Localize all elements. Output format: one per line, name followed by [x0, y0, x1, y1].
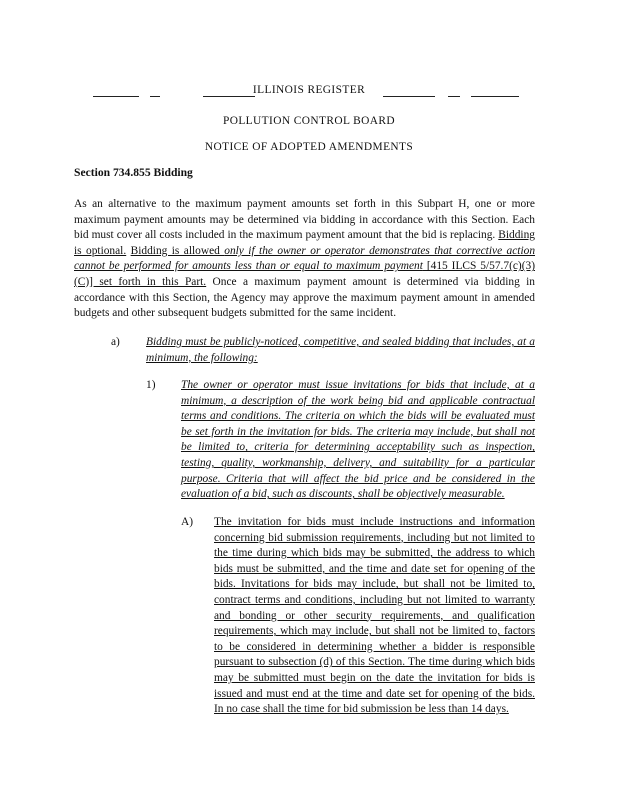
subsection-a1-body: The owner or operator must issue invitations for bids that include, at a minimum, a description of the work being bid and applicable contractual terms and conditions. The criteria on which the bids will be evaluated must be set forth in the invitation for bids. The criteria may include, but shall not be limited to, criteria for determining acceptability such as inspection, testing, quality, workmanship, delivery, and suitability for a particular purpose. Criteria that will affect the bid price and be considered in the evaluation of a bid, such as discounts, shall be objectively measurable. — [181, 379, 535, 501]
subsection-a1-label: 1) — [146, 379, 156, 391]
intro-allowed: Bidding is allowed — [130, 244, 225, 257]
subsection-a-text — [146, 335, 535, 366]
subsection-a1A-label: A) — [181, 516, 194, 528]
register-title: ILLINOIS REGISTER — [252, 84, 366, 96]
intro-paragraph — [74, 197, 535, 322]
subsection-a1A-body: The invitation for bids must include instructions and information concerning bid submission requirements, including but not limited to the time during which bids may be submitted, the address to which bids must be submitted, and the time and date set for opening of the bids. Invitations for bids may include, but shall not be limited to, contract terms and conditions, including but not limited to warranty and bonding or other security requirements, and qualification requirements, which may include, but shall not be limited to, factors to be considered in determining whether a bidder is responsible pursuant to subsection (d) of this Section. The time during which bids may be submitted must begin on the date the invitation for bids is issued and must end at the time and date set for opening of the bids. In no case shall the time for bid submission be less than 14 days. — [214, 516, 535, 716]
section-title: Section 734.855 Bidding — [74, 166, 193, 179]
notice-title: NOTICE OF ADOPTED AMENDMENTS — [204, 141, 414, 153]
intro-text-2: Once a maximum payment amount is determined via bidding in accordance with this Section, the Agency may approve the maximum payment amount in amended budgets and other subsequent budgets submitted for the same incident. — [74, 275, 536, 320]
subsection-a1-text — [181, 378, 535, 503]
subsection-a-body: Bidding must be publicly-noticed, competitive, and sealed bidding that includes, at a minimum, the following: — [146, 336, 535, 364]
subsection-a-label: a) — [111, 336, 120, 348]
subsection-a1A-text — [214, 515, 535, 718]
intro-statute-text: only if the owner or operator demonstrates that corrective action cannot be performed for amounts less than or equal to maximum payment — [74, 244, 536, 273]
intro-citation: [415 ILCS 5/57.7(c)(3)(C)] set forth in this Part. — [74, 260, 535, 288]
intro-optional: Bidding is optional. — [74, 229, 535, 257]
intro-text-1: As an alternative to the maximum payment amounts set forth in this Subpart H, one or more maximum payment amounts may be determined via bidding in accordance with this Section. Each bid must cover all costs included in the maximum payment amount that the bid is replacing. — [74, 198, 535, 242]
board-title: POLLUTION CONTROL BOARD — [222, 115, 396, 127]
